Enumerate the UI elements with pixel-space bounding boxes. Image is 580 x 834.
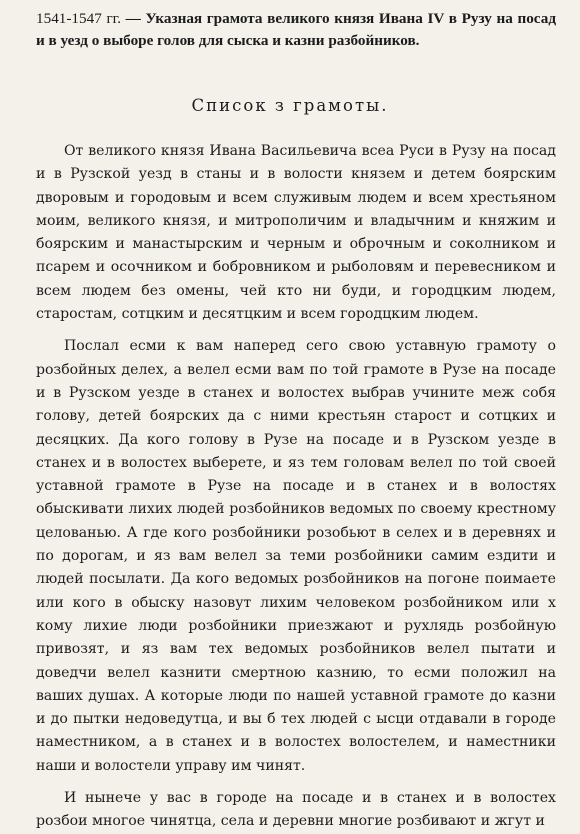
header-title: Указная грамота великого князя Ивана IV в Рузу на посад и в уезд о выборе голов для сыска и казни разбойников. [36,10,556,49]
paragraph-2: Послал есми к вам наперед сего свою уставную грамоту о розбойных делех, а велел есми вам по той грамоте в Рузе на посаде и в Рузском уезде в станех и волостех выбрав учините меж собя голову, детей боярских да с ними крестьян старост и сотцких и десяцких. Да кого голову в Рузе на посаде и в Рузском уезде в станех и в волостех выберете, и яз тем головам велел по той своей уставной грамоте в Рузе на посаде и в станех и в волостях обыскивати лихих людей розбойников ведомых по своему крестному целованью. А где кого розбойники розобьют в селех и в деревнях и по дорогам, и яз вам велел за теми розбойники самим ездити и людей посылати. Да кого ведомых розбойников на погоне поимаете или кого в обыску назовут лихим человеком розбойником или х кому лихие люди розбойники приезжают и рухлядь розбойную привозят, и яз вам тех ведомых розбойников велел пытати и доведчи велел казнити смертною казнию, то есми положил на ваших душах. А которые люди по нашей уставной грамоте до казни и до пытки недоведутца, и вы б тех людей с ысци отдавали в городе наместником, а в станех и в волостех волостелем, и наместники наши и волостели управу им чинят. [36,338,556,774]
paragraph-1: От великого князя Ивана Васильевича всеа Руси в Рузу на посад и в Рузской уезд в станы и в волости князем и детем боярским дворовым и городовым и всем служивым людем и всем хрестьяном моим, великого князя, и митрополичим и владычним и княжим и боярским и манастырским и черным и оброчным и соколником и псарем и осочником и бобровником и рыболовям и перевесником и всем людем без омены, чей кто ни буди, и городцким людем, старостам, сотцким и десятцким и всем городцким людем. [36,143,556,323]
document-body [36,140,556,834]
header-date: 1541-1547 гг. [36,10,121,27]
paragraph-3: И нынече у вас в городе на посаде и в станех и в волостех розбои многое чинятца, села и деревни многие розбивают и жгут и [36,790,556,830]
document-header [36,8,556,52]
document-subtitle: Список з грамоты. [191,96,389,115]
header-dash: — [125,10,141,27]
